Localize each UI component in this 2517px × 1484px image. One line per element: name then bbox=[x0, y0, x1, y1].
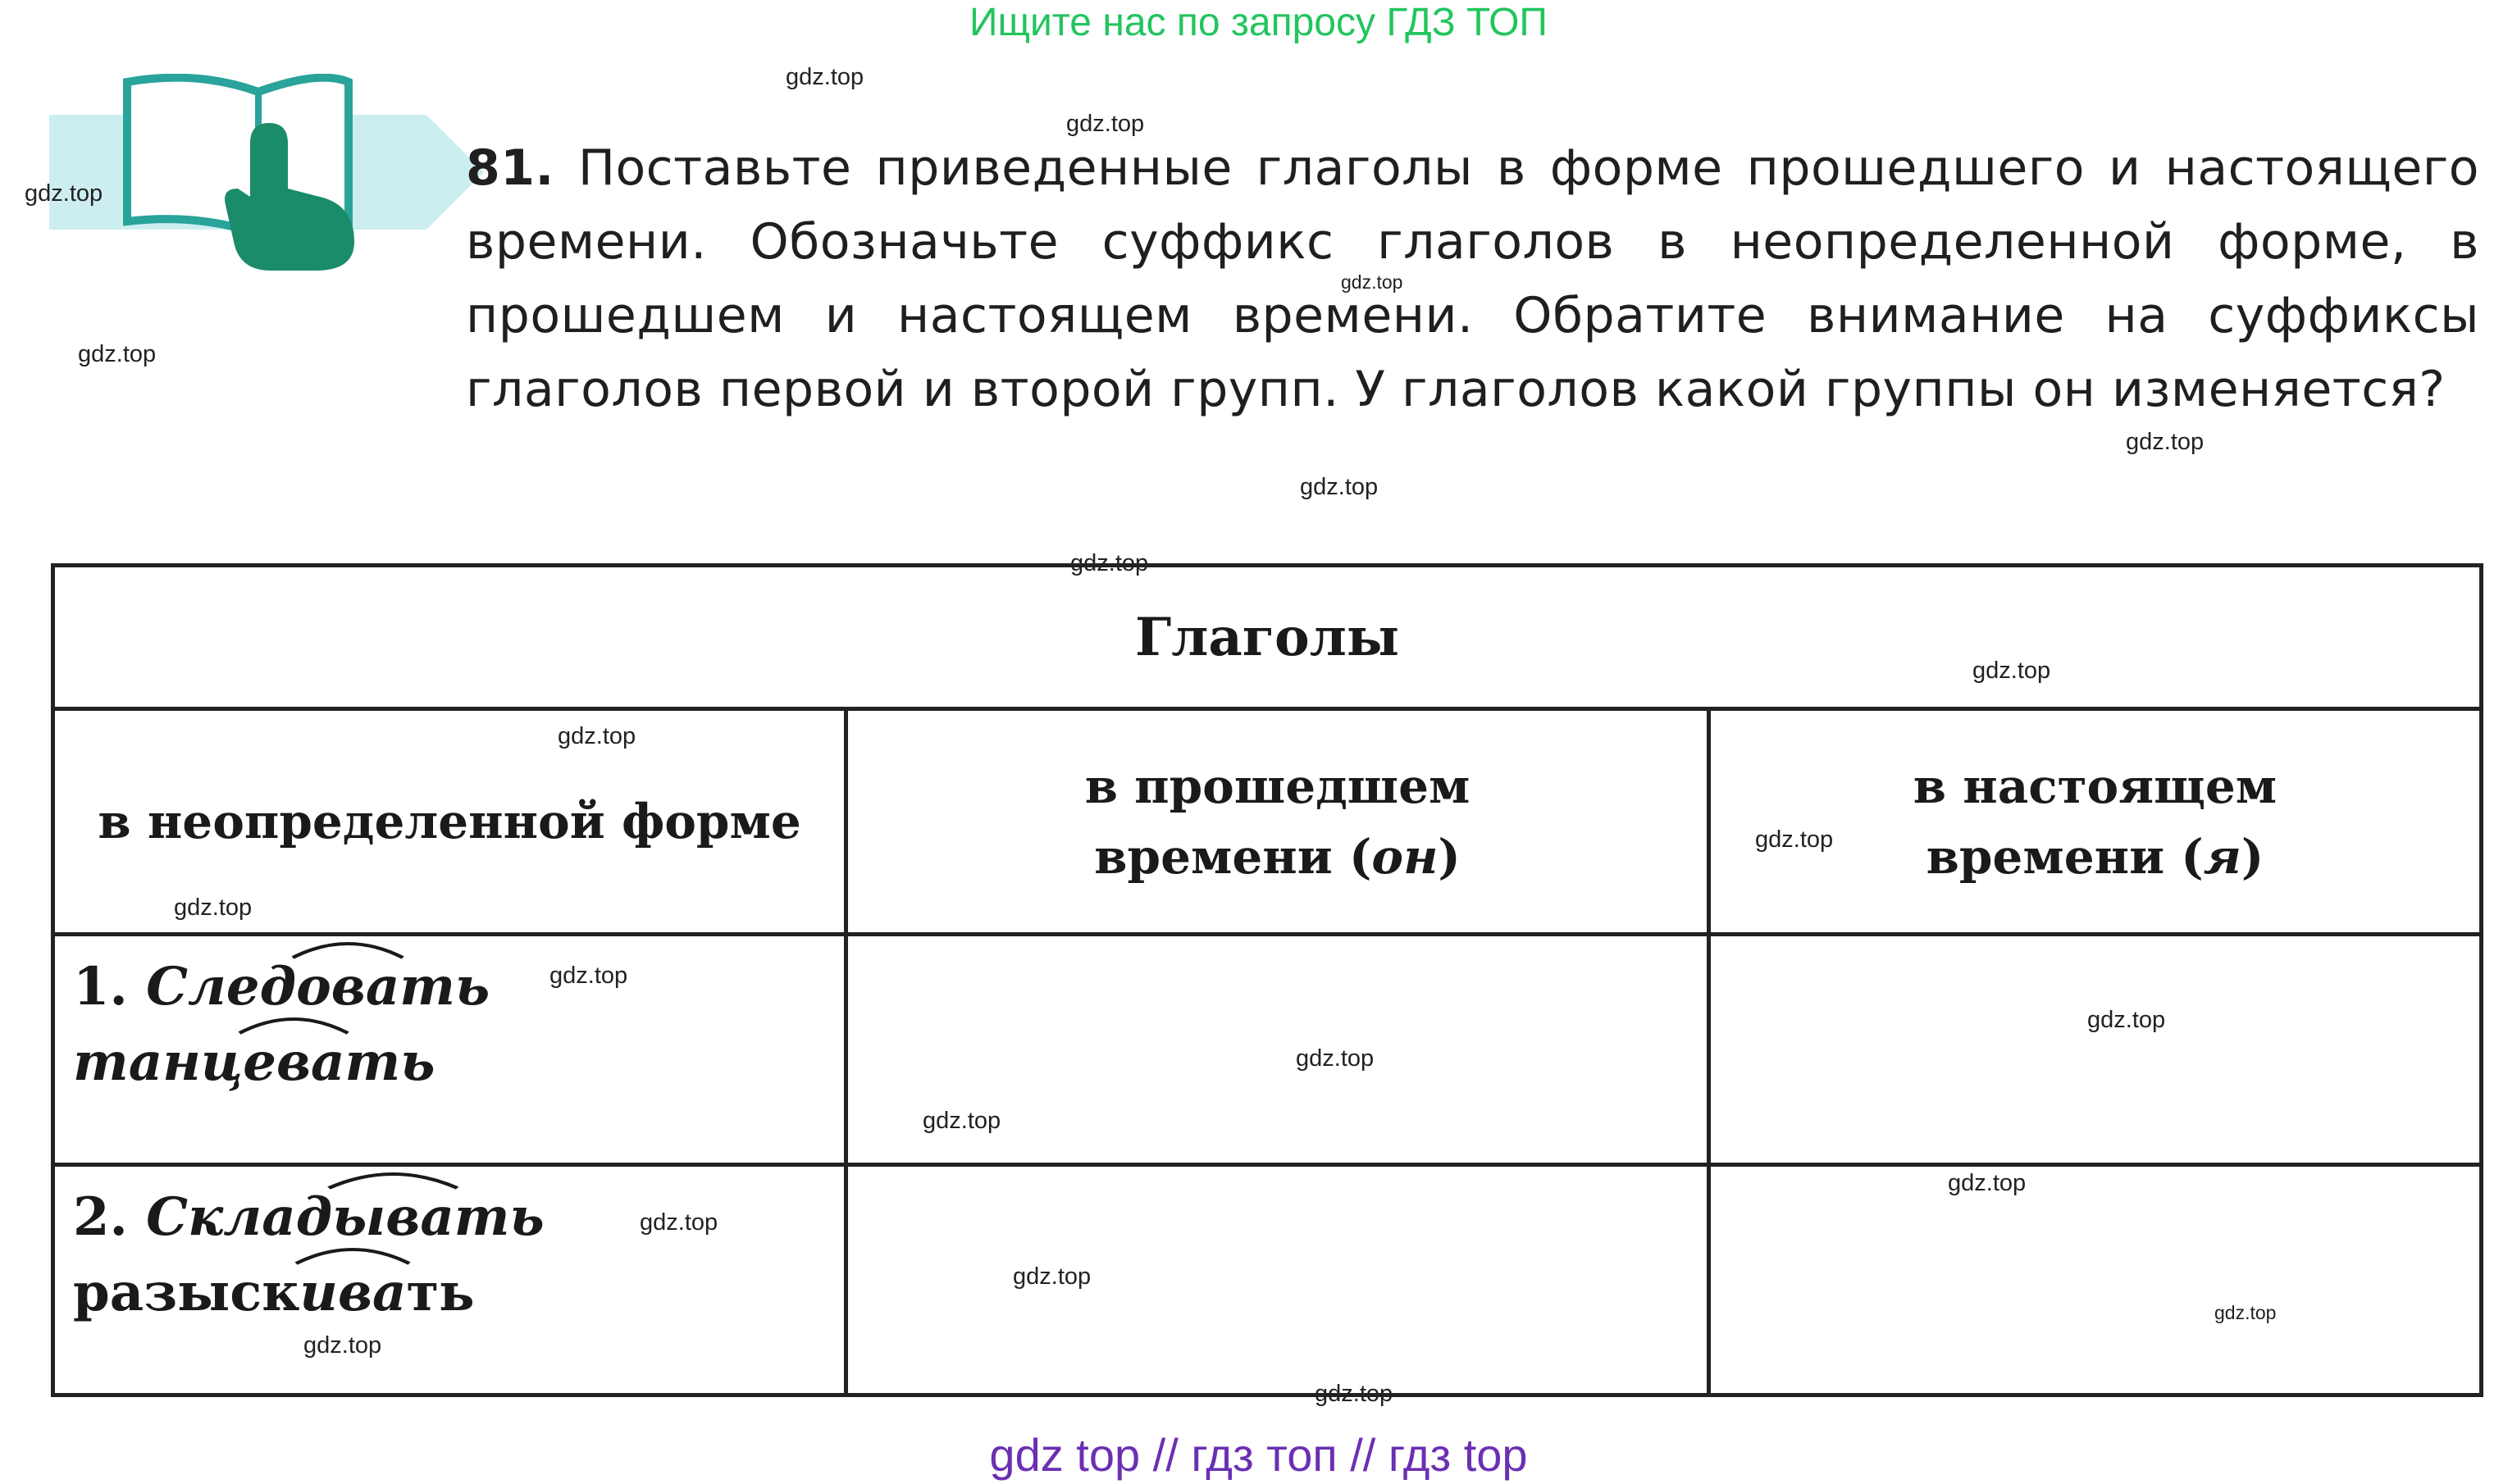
watermark: gdz.top bbox=[2087, 1007, 2166, 1033]
row1-verb2-stem: танц bbox=[73, 1031, 244, 1093]
watermark: gdz.top bbox=[1341, 271, 1403, 293]
row2-verb1 bbox=[73, 1180, 844, 1255]
row2-verb1-stem: Склад bbox=[146, 1186, 333, 1248]
row2-verb2-stem: разыск bbox=[73, 1262, 300, 1323]
watermark: gdz.top bbox=[1755, 826, 1834, 853]
row2-number: 2. bbox=[73, 1186, 128, 1248]
header-past-prefix: времени ( bbox=[1094, 829, 1372, 885]
header-past-pronoun: он bbox=[1371, 829, 1439, 885]
row1-number: 1. bbox=[73, 956, 128, 1017]
row1-present bbox=[1708, 935, 2481, 1165]
watermark: gdz.top bbox=[1296, 1045, 1375, 1072]
row1-verb1-ending: ть bbox=[399, 956, 490, 1017]
watermark: gdz.top bbox=[640, 1209, 718, 1236]
row2-verbs bbox=[53, 1165, 846, 1395]
watermark: gdz.top bbox=[1948, 1170, 2027, 1196]
verbs-table bbox=[51, 563, 2483, 1397]
watermark: gdz.top bbox=[78, 341, 157, 367]
header-present-line1: в настоящем bbox=[1913, 758, 2278, 814]
row2-verb1-suffix-text: ыва bbox=[332, 1186, 454, 1248]
suffix-arc-icon bbox=[293, 935, 403, 959]
watermark: gdz.top bbox=[1066, 111, 1145, 137]
header-past bbox=[846, 709, 1709, 935]
header-present-suffix: ) bbox=[2241, 829, 2264, 885]
row2-verb2 bbox=[73, 1255, 844, 1331]
watermark: gdz.top bbox=[923, 1108, 1001, 1134]
watermark: gdz.top bbox=[2126, 429, 2205, 455]
task-text bbox=[466, 131, 2479, 426]
watermark: gdz.top bbox=[1972, 658, 2051, 684]
watermark: gdz.top bbox=[1300, 474, 1379, 500]
header-present bbox=[1708, 709, 2481, 935]
table-row bbox=[53, 1165, 2482, 1395]
table-title: Глаголы bbox=[53, 566, 2482, 709]
header-present-pronoun: я bbox=[2203, 829, 2241, 885]
watermark: gdz.top bbox=[303, 1332, 382, 1359]
row1-verb2-suffix bbox=[243, 1025, 344, 1100]
watermark: gdz.top bbox=[549, 963, 628, 989]
row2-verb2-suffix bbox=[299, 1255, 406, 1331]
bottom-banner: gdz top // гдз топ // гдз top bbox=[989, 1429, 1528, 1481]
row1-verb1-stem: След bbox=[146, 956, 297, 1017]
row2-verb1-ending: ть bbox=[454, 1186, 545, 1248]
watermark: gdz.top bbox=[1013, 1263, 1092, 1290]
row2-past bbox=[846, 1165, 1709, 1395]
watermark: gdz.top bbox=[2214, 1302, 2277, 1323]
table-row bbox=[53, 935, 2482, 1165]
row1-verbs bbox=[53, 935, 846, 1165]
row1-verb2 bbox=[73, 1025, 844, 1100]
row1-verb2-ending: ть bbox=[344, 1031, 435, 1093]
watermark: gdz.top bbox=[1315, 1381, 1393, 1407]
suffix-arc-icon bbox=[296, 1240, 409, 1265]
task-body: Поставьте приведенные глаголы в форме прошедшего и настоящего времени. Обозначьте суффикс глаголов в неопределенной форме, в прошедшем и настоящем времени. Обратите внимание на суффиксы глаголов первой и второй групп. У глаголов какой группы он изменяется? bbox=[466, 139, 2479, 418]
top-banner: Ищите нас по запросу ГДЗ ТОП bbox=[969, 1, 1548, 44]
row2-verb2-suffix-text: ива bbox=[299, 1262, 407, 1323]
header-past-line1: в прошедшем bbox=[1084, 758, 1471, 814]
watermark: gdz.top bbox=[25, 180, 103, 207]
row1-verb1 bbox=[73, 949, 844, 1025]
book-hand-icon bbox=[49, 74, 484, 271]
watermark: gdz.top bbox=[174, 894, 253, 921]
row2-present bbox=[1708, 1165, 2481, 1395]
task-number: 81. bbox=[466, 139, 554, 197]
suffix-arc-icon bbox=[239, 1010, 348, 1035]
header-infinitive: в неопределенной форме bbox=[53, 709, 846, 935]
row1-verb2-suffix-text: ева bbox=[243, 1031, 345, 1093]
watermark: gdz.top bbox=[786, 64, 864, 90]
watermark: gdz.top bbox=[1070, 550, 1149, 576]
header-present-prefix: времени ( bbox=[1926, 829, 2204, 885]
header-past-suffix: ) bbox=[1438, 829, 1461, 885]
suffix-arc-icon bbox=[329, 1165, 458, 1190]
watermark: gdz.top bbox=[558, 723, 636, 749]
row2-verb2-ending: ть bbox=[406, 1262, 475, 1323]
row1-verb1-suffix-text: ова bbox=[296, 956, 400, 1017]
